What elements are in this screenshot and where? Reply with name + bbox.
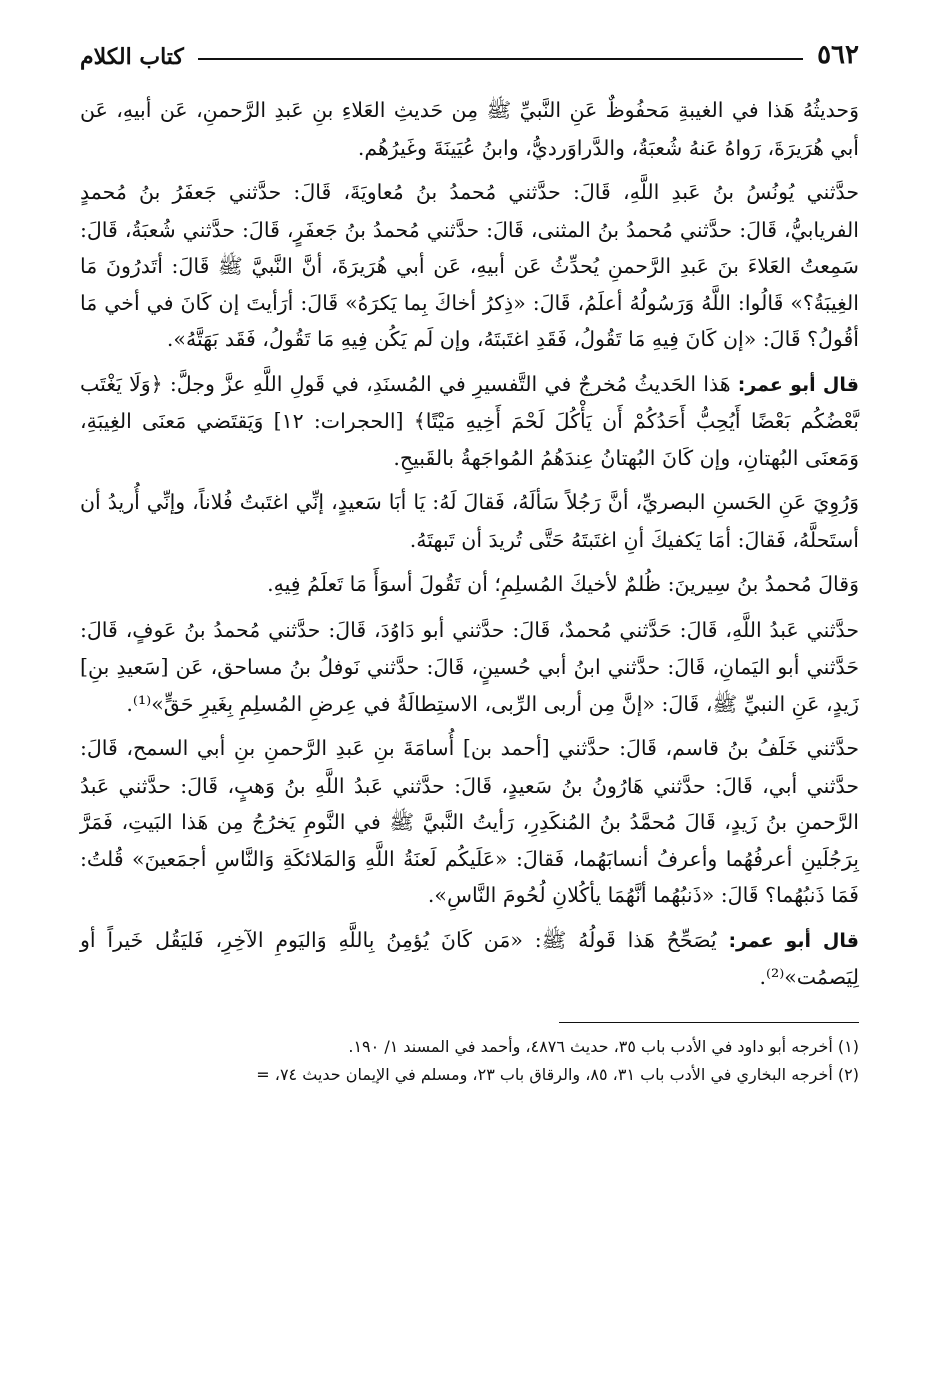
- paragraph-lead: قال أبو عمر:: [737, 373, 859, 396]
- main-text: [80, 92, 859, 996]
- paragraph-text: وَحديثُهُ هَذا في الغيبةِ مَحفُوظٌ عَنِ النَّبيِّ ﷺ مِن حَديثِ العَلاءِ بنِ عَبدِ الرَّحمنِ، عَن أبيهِ، عَن أبي هُرَيرَةَ، رَواهُ عَنهُ شُعبَةُ، والدَّراوَرديُّ، وابنُ عُيَينَةَ وغَيرُهُم.: [80, 98, 859, 160]
- paragraph-text: يُصَحِّحُ هَذا قَولُهُ ﷺ: «مَن كَانَ يُؤمِنُ بِاللَّهِ وَاليَومِ الآخِرِ، فَليَقُل خَيراً أو لِيَصمُت»⁽²⁾.: [80, 927, 859, 989]
- footnotes: [80, 1033, 859, 1089]
- paragraph: [80, 566, 859, 604]
- paragraph-text: وَقالَ مُحمدُ بنُ سِيرينَ: ظُلمٌ لأخيكَ المُسلِمِ؛ أن تَقُولَ أسوَأَ مَا تَعلَمُ فِيهِ.: [267, 572, 859, 596]
- paragraph-text: حدَّثني يُونُسُ بنُ عَبدِ اللَّهِ، قَالَ: حدَّثني مُحمدُ بنُ مُعاويَةَ، قَالَ: حدَّثني جَعفَرُ بنُ مُحمدٍ الفريابيُّ، قَالَ: حدَّثني مُحمدُ بنُ المثنى، قَالَ: حدَّثني مُحمدُ بنُ جَعفَرٍ، قَالَ: حدَّثني شُعبَةُ، قَالَ: سَمِعتُ العَلاءَ بنَ عَبدِ الرَّحمنِ يُحدِّثُ عَن أبيهِ، عَن أبي هُرَيرَةَ، أنَّ النَّبيَّ ﷺ قَالَ: أتَدرُونَ مَا الغِيبَةُ؟» قَالُوا: اللَّهُ وَرَسُولُهُ أعلَمُ، قَالَ: «ذِكرُ أخاكَ بِما يَكرَهُ» قَالَ: أرَأيتَ إن كَانَ في أخي مَا أقُولُ؟ قَالَ: «إن كَانَ فِيهِ مَا تَقُولُ، فَقَدِ اغتَبتَهُ، وإن لَم يَكُن فِيهِ مَا تَقُولُ، فَقَد بَهَتَّهُ».: [80, 180, 859, 351]
- paragraph-text: حدَّثني عَبدُ اللَّهِ، قَالَ: حَدَّثني مُحمدٌ، قَالَ: حدَّثني أبو دَاوُدَ، قَالَ: حدَّثني مُحمدُ بنُ عَوفٍ، قَالَ: حَدَّثني أبو اليَمانِ، قَالَ: حدَّثني ابنُ أبي حُسينٍ، قَالَ: حدَّثني نَوفلُ بنُ مساحق، عَن [سَعيدِ بنِ] زَيدٍ، عَنِ النبيِّ ﷺ، قَالَ: «إنَّ مِن أربى الرِّبى، الاستِطالَةُ في عِرضِ المُسلِمِ بِغَيرِ حَقٍّ»⁽¹⁾.: [80, 617, 859, 716]
- running-title: كتاب الكلام: [80, 44, 184, 70]
- page-number: ٥٦٢: [817, 40, 859, 70]
- paragraph: [80, 612, 859, 723]
- paragraph-text: هَذا الحَديثُ مُخرجٌ في التَّفسيرِ في المُسنَدِ، في قَولِ اللَّهِ عزَّ وجلَّ: ﴿وَلَا يَغْتَب بَّعْضُكُم بَعْضًا أَيُحِبُّ أَحَدُكُمْ أَن يَأْكُلَ لَحْمَ أَخِيهِ مَيْتًا﴾ [الحجرات: ١٢] وَيَقتَضي مَعنَى الغِيبَةِ، وَمَعنَى البُهتانِ، وإن كَانَ البُهتانُ عِندَهُمُ المُواجَهةُ بالقَبيحِ.: [80, 371, 859, 470]
- paragraph: [80, 730, 859, 914]
- paragraph-lead: قال أبو عمر:: [728, 929, 859, 952]
- paragraph-text: وَرُوِيَ عَنِ الحَسنِ البصريِّ، أنَّ رَجُلاً سَألَهُ، فَقالَ لَهُ: يَا أبَا سَعيدٍ، إنِّي اغتَبتُ فُلاناً، وإنِّي أُريدُ أن أستَحلَّهُ، فَقالَ: أمَا يَكفيكَ أنِ اغتَبتَهُ حَتَّى تُريدَ أن تَبهتَهُ.: [80, 490, 859, 552]
- paragraph: [80, 174, 859, 358]
- footnote: (٢) أخرجه البخاري في الأدب باب ٣١، ٨٥، والرقاق باب ٢٣، ومسلم في الإيمان حديث ٧٤، =: [256, 1064, 859, 1084]
- paragraph: [80, 366, 859, 477]
- paragraph: [80, 922, 859, 996]
- paragraph: [80, 484, 859, 558]
- footnote: (١) أخرجه أبو داود في الأدب باب ٣٥، حديث ٤٨٧٦، وأحمد في المسند ١/ ١٩٠.: [348, 1036, 859, 1056]
- footnote-divider: [559, 1022, 859, 1023]
- page-header: [80, 30, 859, 70]
- paragraph: [80, 92, 859, 166]
- paragraph-text: حدَّثني خَلَفُ بنُ قاسم، قَالَ: حدَّثني [أحمد بن] أُسامَةَ بنِ عَبدِ الرَّحمنِ بنِ أبي السمح، قَالَ: حدَّثني أبي، قَالَ: حدَّثني هَارُونُ بنُ سَعيدٍ، قَالَ: حدَّثني عَبدُ اللَّهِ بنُ وَهبٍ، قَالَ: حدَّثني عَبدُ الرَّحمنِ بنُ زَيدٍ، قَالَ مُحمَّدُ بنُ المُنكَدِرِ، رَأيتُ النَّبيَّ ﷺ في النَّومِ يَخرُجُ مِن هَذا البَيتِ، فَمَرَّ بِرَجُلَينِ أعرفُهُما وأعرفُ أنسابَهُما، فَقالَ: «عَلَيكُم لَعنَةُ اللَّهِ وَالمَلائكَةِ وَالنَّاسِ أجمَعينَ» قُلتُ: فَمَا ذَنبُهُما؟ قَالَ: «ذَنبُهُما أنَّهُمَا يأكُلانِ لُحُومَ النَّاسِ».: [80, 736, 859, 907]
- header-divider: [198, 58, 803, 60]
